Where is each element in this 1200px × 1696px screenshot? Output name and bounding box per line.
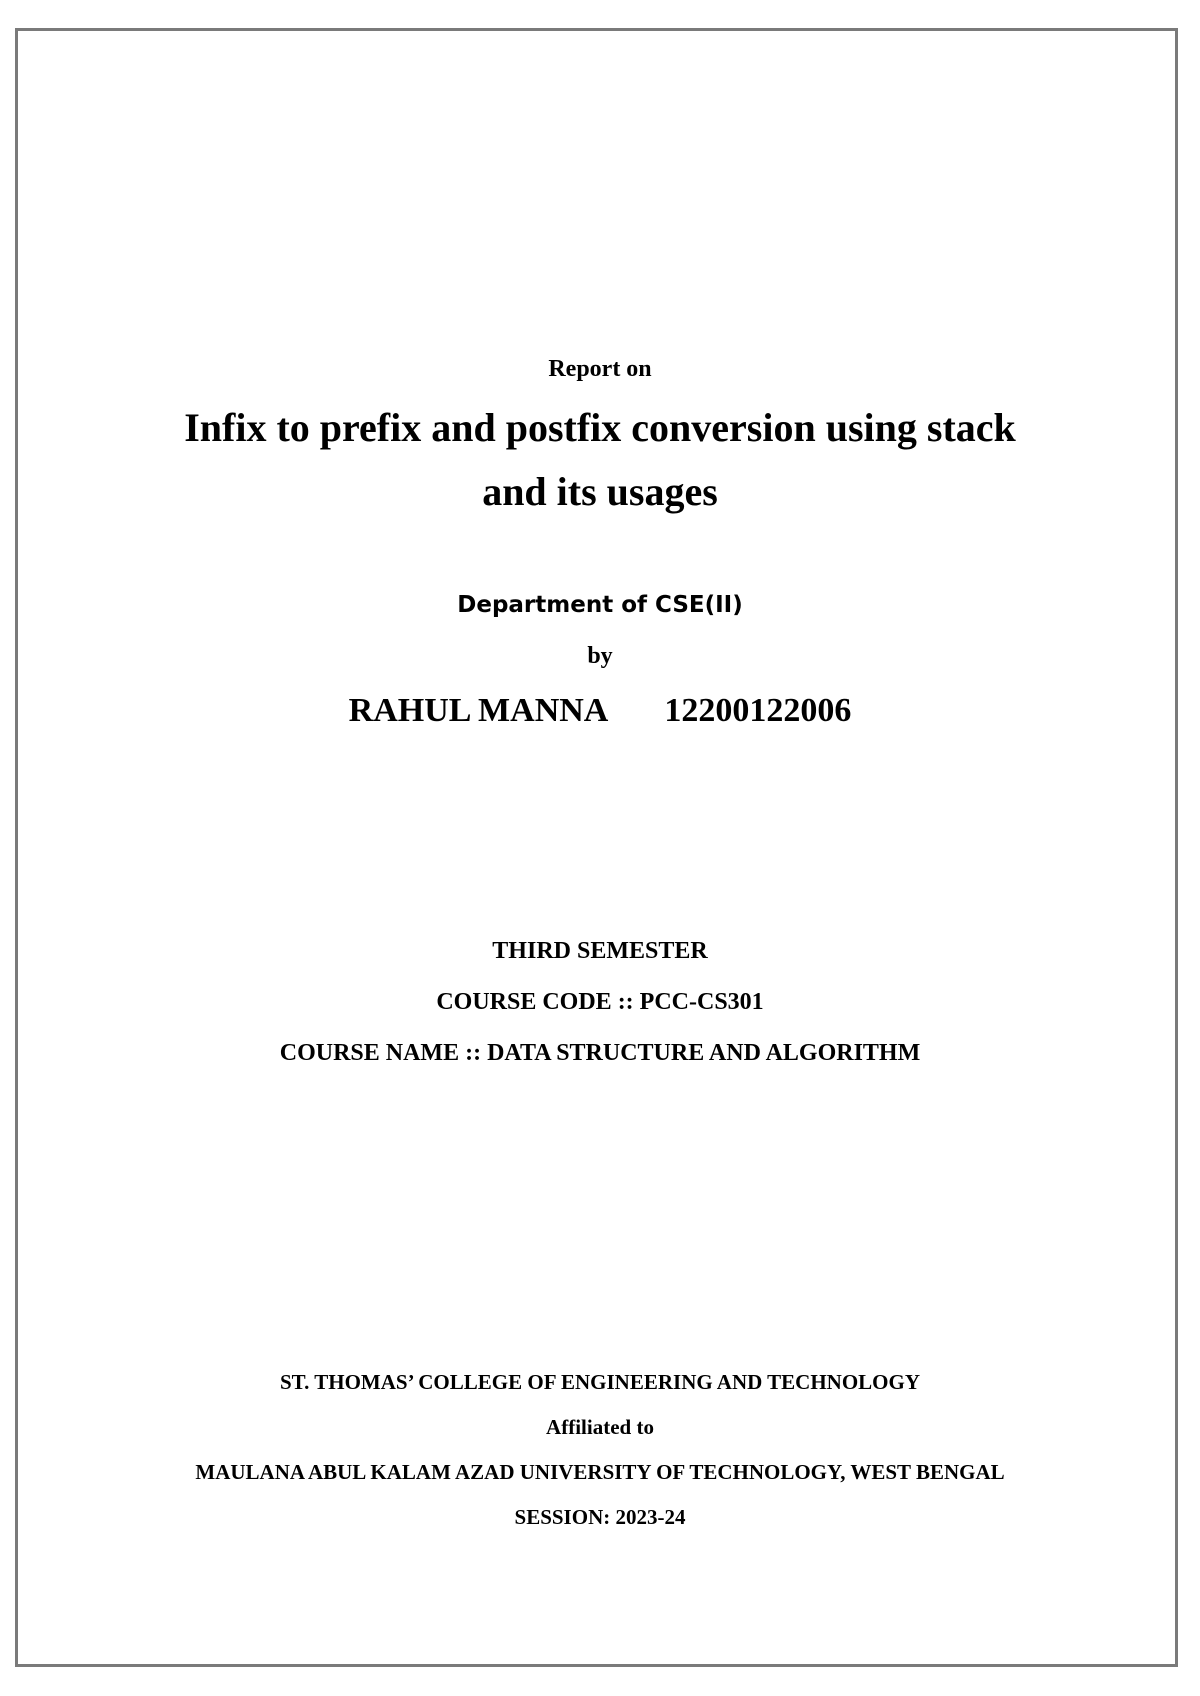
university-name: MAULANA ABUL KALAM AZAD UNIVERSITY OF TECHNOLOGY, WEST BENGAL — [195, 1460, 1005, 1484]
report-title-line-2: and its usages — [482, 469, 718, 514]
course-code: COURSE CODE :: PCC-CS301 — [436, 989, 764, 1015]
report-title-line-1: Infix to prefix and postfix conversion using stack — [184, 405, 1016, 450]
affiliated-label: Affiliated to — [546, 1415, 654, 1439]
semester: THIRD SEMESTER — [492, 938, 708, 964]
session: SESSION: 2023-24 — [514, 1505, 686, 1529]
by-label: by — [587, 643, 613, 669]
course-name: COURSE NAME :: DATA STRUCTURE AND ALGORITHM — [279, 1040, 921, 1066]
author-roll-number: 12200122006 — [664, 692, 852, 729]
college-name: ST. THOMAS’ COLLEGE OF ENGINEERING AND TECHNOLOGY — [279, 1370, 921, 1394]
author-name: RAHUL MANNA — [348, 692, 609, 729]
author-line — [0, 692, 1200, 730]
report-heading: Report on — [548, 356, 652, 382]
department: Department of CSE(II) — [457, 592, 743, 618]
